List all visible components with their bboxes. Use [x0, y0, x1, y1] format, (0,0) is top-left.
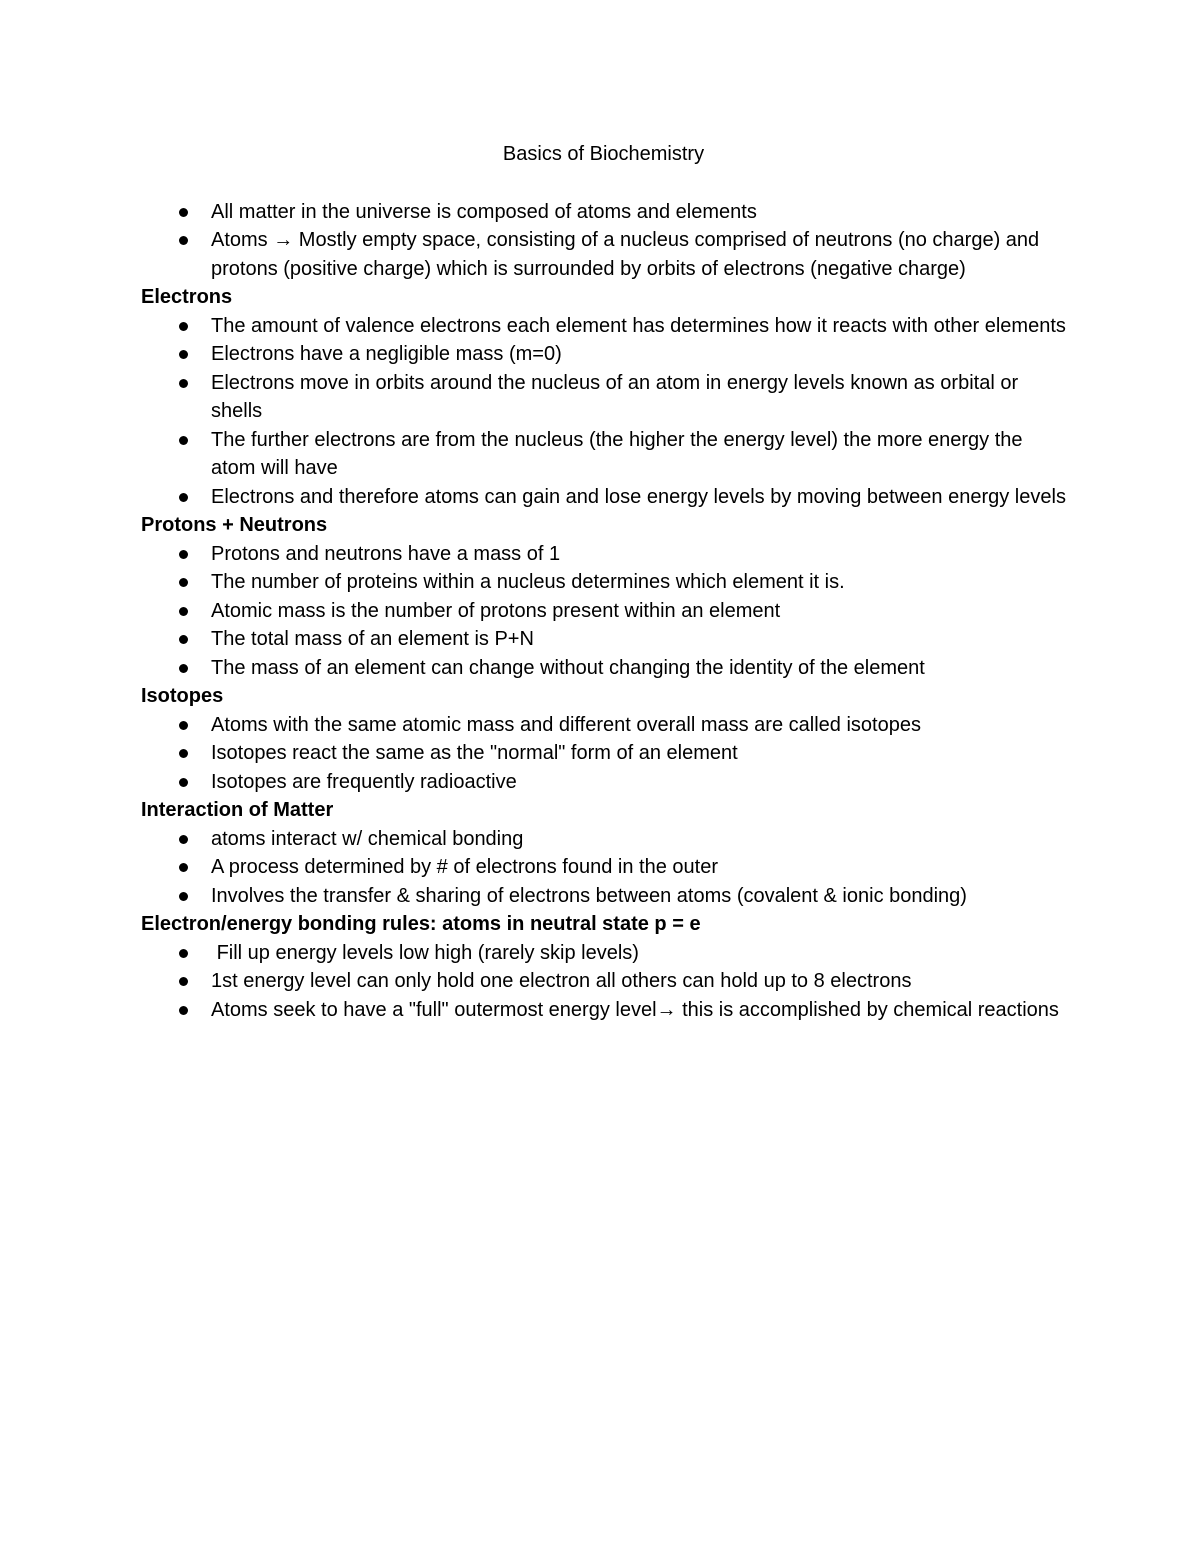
list-item: [211, 312, 1066, 341]
section-heading: Electron/energy bonding rules: atoms in neutral state p = e: [141, 913, 701, 935]
list-item-text: The further electrons are from the nucleus (the higher the energy level) the more energy the atom will have: [211, 428, 1023, 479]
bullet-icon: [179, 322, 188, 331]
section-heading: Isotopes: [141, 685, 224, 707]
list-item-text: Isotopes react the same as the "normal" form of an element: [211, 742, 738, 764]
bullet-icon: [179, 607, 188, 616]
bullet-icon: [179, 863, 188, 872]
section-interaction-of-matter: [141, 796, 1066, 910]
list-item-text: Involves the transfer & sharing of electrons between atoms (covalent & ionic bonding): [211, 884, 967, 907]
list-item: [211, 711, 1066, 740]
list-item: [211, 739, 1066, 768]
section-list: [141, 939, 1066, 1025]
section-protons-neutrons: [141, 511, 1066, 682]
section-list: [141, 540, 1066, 683]
list-item-text: The number of proteins within a nucleus determines which element it is.: [211, 571, 845, 593]
list-item: [211, 426, 1066, 483]
bullet-icon: [179, 635, 188, 644]
list-item: [211, 568, 1066, 597]
section-heading: Interaction of Matter: [141, 799, 334, 821]
document-body: [141, 140, 1066, 1024]
list-item-text: Atoms → Mostly empty space, consisting of a nucleus comprised of neutrons (no charge) and protons (positive charge) which is surrounded by orbits of electrons (negative charge): [211, 229, 1040, 280]
bullet-icon: [179, 236, 188, 245]
section-electrons: [141, 283, 1066, 511]
section-list: [141, 312, 1066, 512]
list-item-text: All matter in the universe is composed of atoms and elements: [211, 200, 757, 223]
list-item: [211, 625, 1066, 654]
section-bonding-rules: [141, 910, 1066, 1024]
bullet-icon: [179, 749, 188, 758]
section-list: [141, 825, 1066, 911]
bullet-icon: [179, 835, 188, 844]
bullet-icon: [179, 1006, 188, 1015]
list-item: [211, 853, 1066, 882]
list-item-text: The mass of an element can change without changing the identity of the element: [211, 656, 925, 679]
bullet-icon: [179, 350, 188, 359]
list-item-text: Atoms with the same atomic mass and different overall mass are called isotopes: [211, 713, 921, 736]
list-item-text: Electrons and therefore atoms can gain and lose energy levels by moving between energy levels: [211, 485, 1066, 508]
list-item: [211, 654, 1066, 683]
list-item-text: Isotopes are frequently radioactive: [211, 770, 517, 793]
bullet-icon: [179, 949, 188, 958]
list-item: [211, 825, 1066, 854]
section-list: [141, 711, 1066, 797]
list-item: [211, 226, 1066, 283]
list-item-text: 1st energy level can only hold one electron all others can hold up to 8 electrons: [211, 970, 912, 992]
bullet-icon: [179, 778, 188, 787]
list-item: [211, 939, 1066, 968]
list-item-text: Atoms seek to have a "full" outermost energy level→ this is accomplished by chemical reactions: [211, 998, 1059, 1021]
bullet-icon: [179, 379, 188, 388]
list-item: [211, 597, 1066, 626]
document-title: Basics of Biochemistry: [502, 143, 705, 165]
list-item-text: A process determined by # of electrons found in the outer: [211, 856, 718, 878]
section-heading: Electrons: [141, 286, 233, 308]
intro-list: [141, 198, 1066, 284]
bullet-icon: [179, 892, 188, 901]
list-item-text: The total mass of an element is P+N: [211, 628, 534, 650]
list-item: [211, 967, 1066, 996]
list-item-text: Fill up energy levels low high (rarely skip levels): [211, 941, 639, 964]
list-item-text: Electrons have a negligible mass (m=0): [211, 343, 562, 365]
bullet-icon: [179, 721, 188, 730]
list-item: [211, 198, 1066, 227]
bullet-icon: [179, 578, 188, 587]
section-heading: Protons + Neutrons: [141, 514, 328, 536]
list-item: [211, 540, 1066, 569]
list-item: [211, 340, 1066, 369]
section-isotopes: [141, 682, 1066, 796]
list-item-text: atoms interact w/ chemical bonding: [211, 827, 524, 850]
list-item-text: Atomic mass is the number of protons present within an element: [211, 599, 781, 622]
list-item-text: Protons and neutrons have a mass of 1: [211, 542, 561, 565]
bullet-icon: [179, 436, 188, 445]
bullet-icon: [179, 550, 188, 559]
list-item-text: Electrons move in orbits around the nucleus of an atom in energy levels known as orbital or shells: [211, 371, 1019, 422]
bullet-icon: [179, 208, 188, 217]
list-item: [211, 996, 1066, 1025]
list-item: [211, 369, 1066, 426]
list-item-text: The amount of valence electrons each element has determines how it reacts with other elements: [211, 314, 1066, 337]
list-item: [211, 483, 1066, 512]
bullet-icon: [179, 977, 188, 986]
bullet-icon: [179, 664, 188, 673]
list-item: [211, 768, 1066, 797]
bullet-icon: [179, 493, 188, 502]
list-item: [211, 882, 1066, 911]
